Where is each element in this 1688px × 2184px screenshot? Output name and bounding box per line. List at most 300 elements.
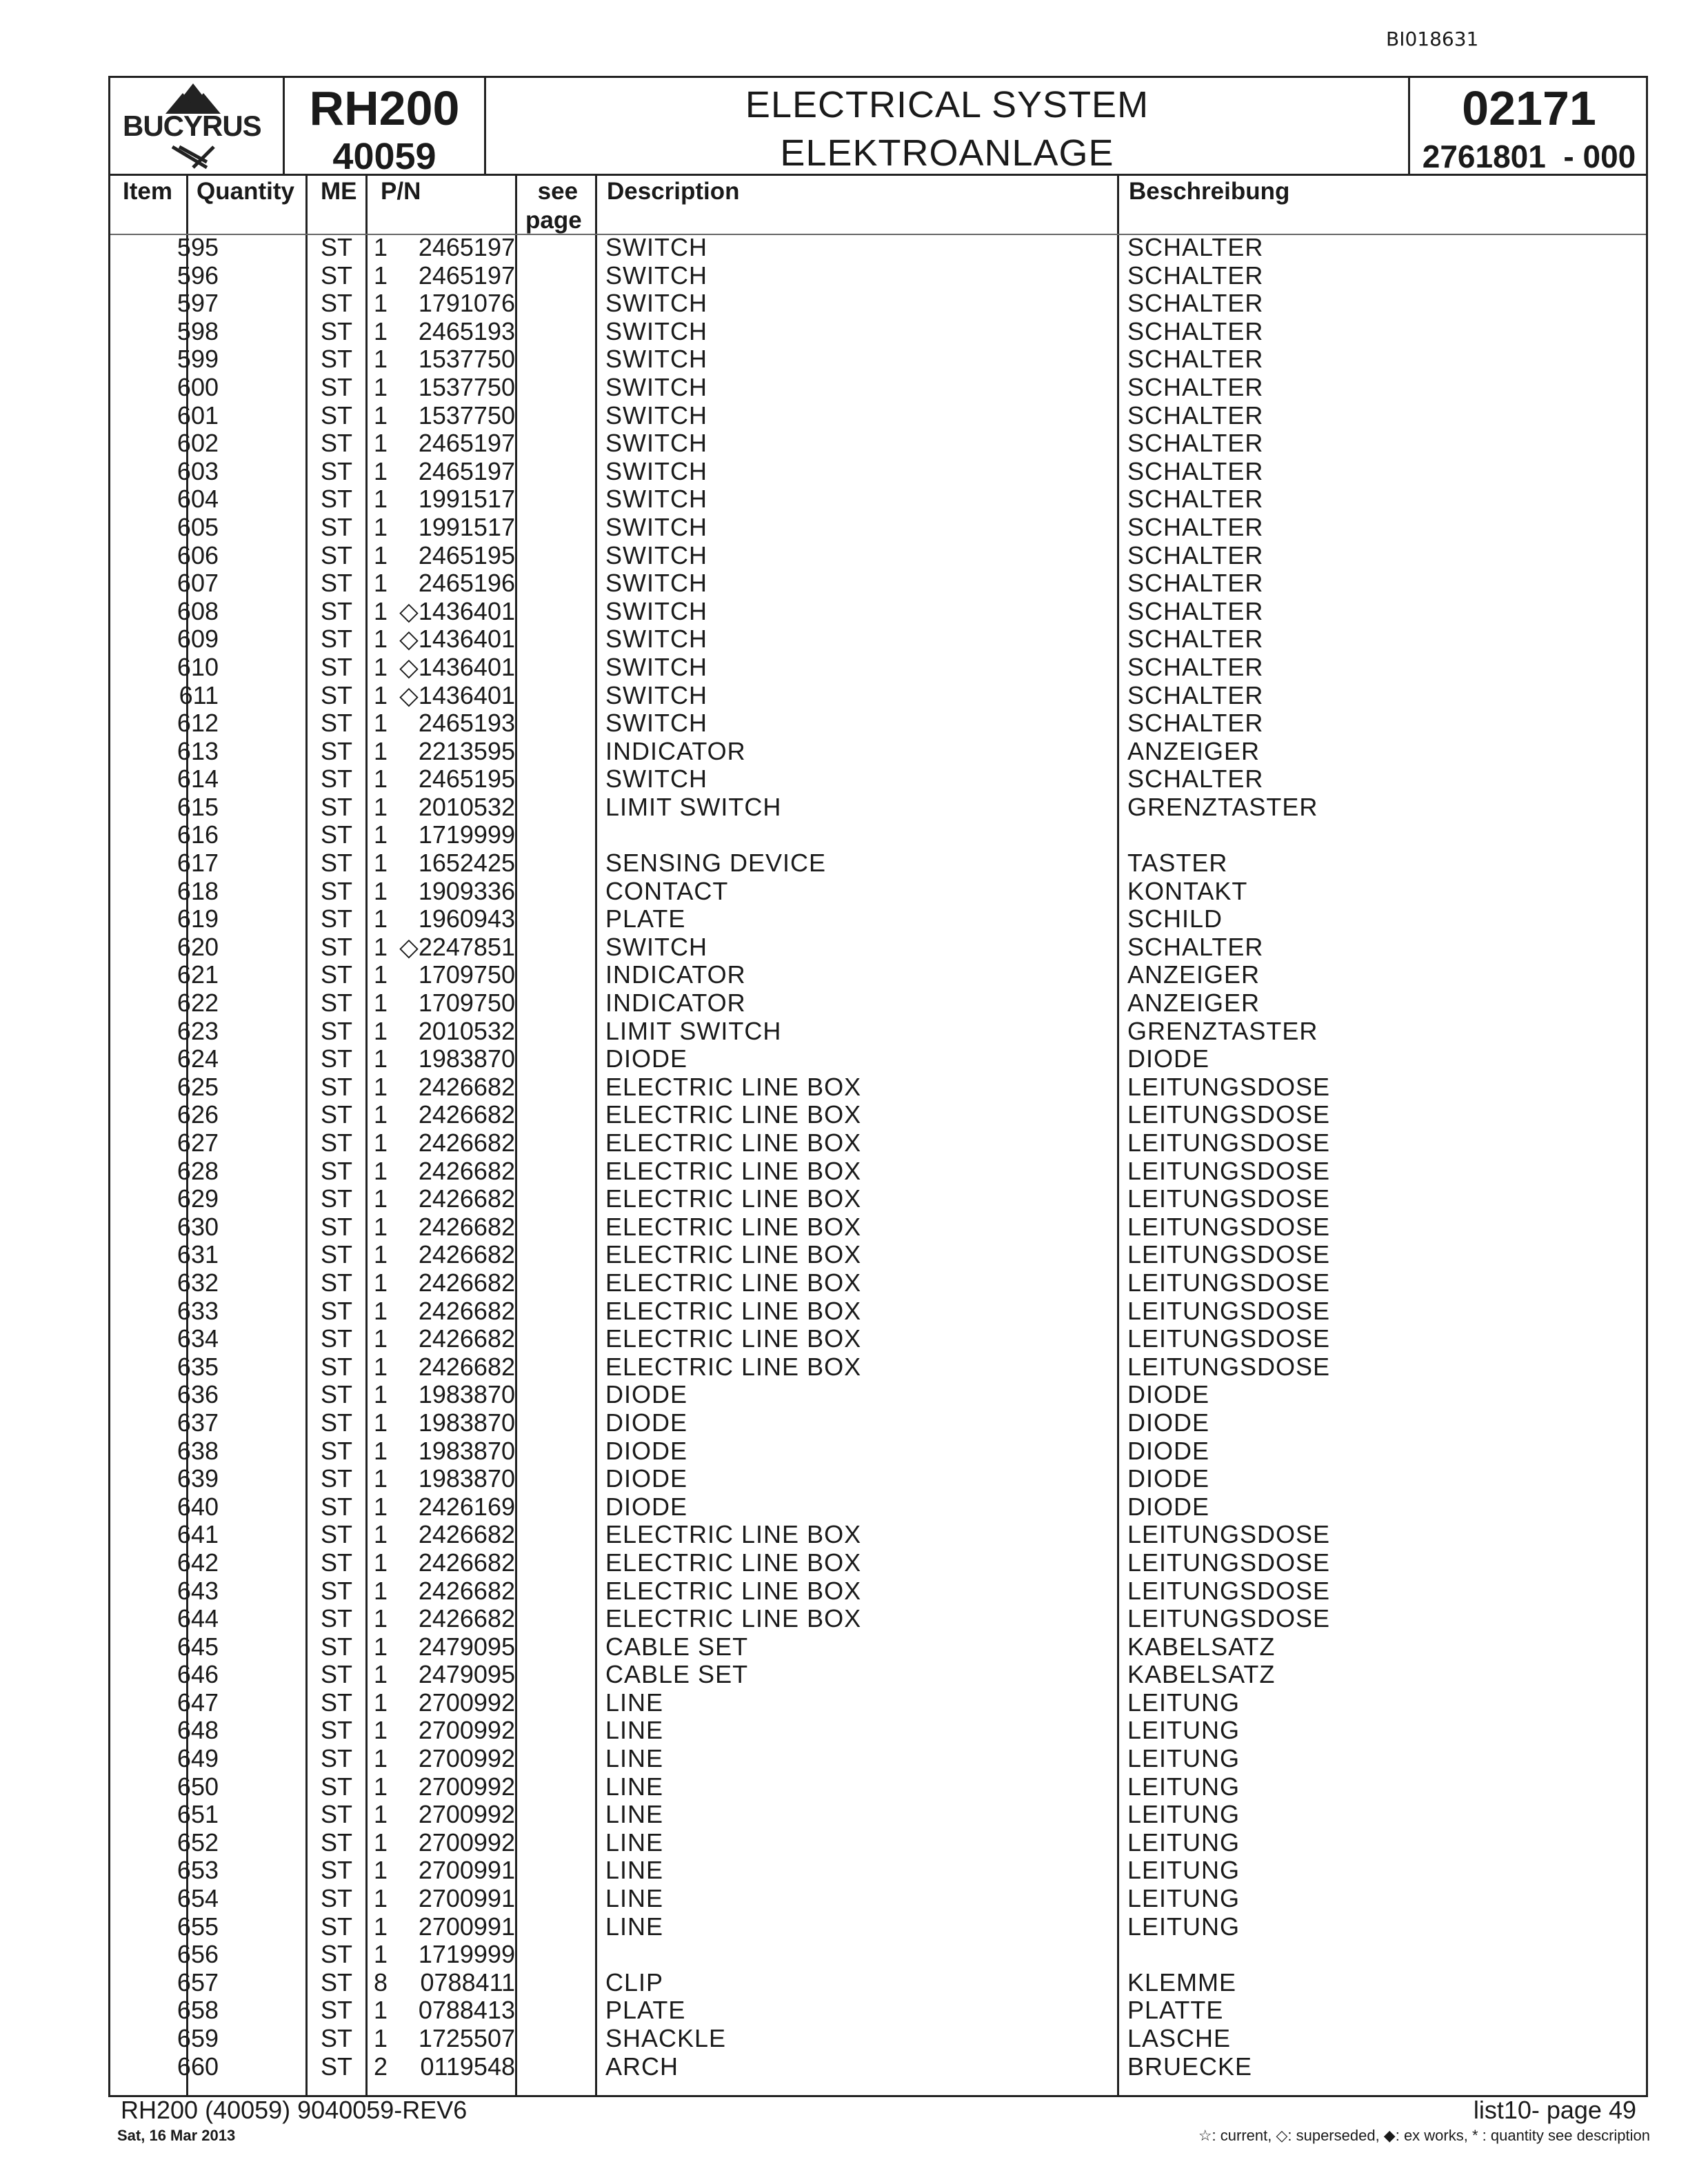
logo-cell: [110, 78, 285, 176]
cell-me: ST: [321, 1156, 353, 1185]
table-row: [110, 1829, 1646, 1857]
cell-beschreibung: SCHILD: [1127, 904, 1223, 933]
cell-beschreibung: ANZEIGER: [1127, 989, 1260, 1018]
cell-beschreibung: DIODE: [1127, 1436, 1210, 1465]
cell-pn: 1725507: [418, 2024, 515, 2052]
cell-pn: 1719999: [418, 820, 515, 849]
cell-pn: 2426682: [418, 1352, 515, 1381]
table-row: [110, 1745, 1646, 1773]
table-row: [110, 793, 1646, 822]
cell-quantity: 1: [373, 820, 388, 849]
cell-item: 597: [177, 289, 219, 318]
cell-item: 643: [177, 1576, 219, 1605]
table-row: [110, 682, 1646, 710]
cell-description: SWITCH: [605, 765, 707, 793]
cell-pn: 2465197: [418, 429, 515, 458]
cell-beschreibung: LEITUNGSDOSE: [1127, 1548, 1331, 1577]
cell-quantity: 1: [373, 1716, 388, 1745]
table-row: [110, 1493, 1646, 1521]
table-row: [110, 1521, 1646, 1549]
cell-me: ST: [321, 960, 353, 989]
title-cell: [486, 78, 1410, 176]
cell-quantity: 1: [373, 1044, 388, 1073]
cell-pn: 2465197: [418, 261, 515, 290]
cell-item: 638: [177, 1436, 219, 1465]
cell-me: ST: [321, 1464, 353, 1493]
cell-quantity: 1: [373, 261, 388, 290]
cell-quantity: 1: [373, 680, 388, 709]
cell-pn: 0119548: [420, 2052, 515, 2081]
footer-date: Sat, 16 Mar 2013: [117, 2127, 236, 2144]
table-row: [110, 514, 1646, 542]
cell-me: ST: [321, 1940, 353, 1969]
cell-pn: 2426682: [418, 1604, 515, 1633]
cell-item: 644: [177, 1604, 219, 1633]
header-me: ME: [321, 178, 357, 205]
table-row: [110, 1129, 1646, 1157]
cell-description: SWITCH: [605, 625, 707, 654]
cell-me: ST: [321, 540, 353, 569]
table-row: [110, 1969, 1646, 1997]
cell-description: ELECTRIC LINE BOX: [605, 1576, 862, 1605]
cell-item: 611: [179, 680, 219, 709]
footer-legend: ☆: current, ◇: superseded, ◆: ex works, * : quantity see description: [1198, 2127, 1650, 2144]
cell-quantity: 1: [373, 876, 388, 905]
cell-description: SWITCH: [605, 316, 707, 345]
cell-beschreibung: SCHALTER: [1127, 512, 1264, 541]
cell-me: ST: [321, 1352, 353, 1381]
cell-quantity: 1: [373, 596, 388, 625]
cell-beschreibung: SCHALTER: [1127, 765, 1264, 793]
cell-quantity: 1: [373, 540, 388, 569]
cell-beschreibung: ANZEIGER: [1127, 960, 1260, 989]
table-row: [110, 1605, 1646, 1633]
cell-item: 653: [177, 1856, 219, 1885]
cell-description: LINE: [605, 1744, 664, 1773]
table-row: [110, 318, 1646, 346]
cell-beschreibung: DIODE: [1127, 1044, 1210, 1073]
cell-item: 627: [177, 1129, 219, 1157]
cell-item: 650: [177, 1772, 219, 1801]
cell-me: ST: [321, 372, 353, 401]
cell-description: CABLE SET: [605, 1660, 749, 1689]
cell-me: ST: [321, 1016, 353, 1045]
cell-quantity: 1: [373, 1688, 388, 1717]
table-row: [110, 2053, 1646, 2081]
table-row: [110, 1913, 1646, 1941]
cell-me: ST: [321, 1129, 353, 1157]
cell-beschreibung: KONTAKT: [1127, 876, 1248, 905]
cell-item: 620: [177, 932, 219, 961]
cell-pn: 2479095: [418, 1632, 515, 1661]
cell-quantity: 1: [373, 1604, 388, 1633]
cell-beschreibung: LEITUNG: [1127, 1688, 1240, 1717]
cell-description: ELECTRIC LINE BOX: [605, 1352, 862, 1381]
cell-pn: ◇1436401: [399, 596, 515, 625]
cell-item: 656: [177, 1940, 219, 1969]
cell-item: 652: [177, 1828, 219, 1857]
table-row: [110, 1325, 1646, 1353]
cell-beschreibung: LEITUNGSDOSE: [1127, 1184, 1331, 1213]
cell-pn: 2426682: [418, 1072, 515, 1101]
cell-pn: 2426682: [418, 1576, 515, 1605]
cell-item: 603: [177, 456, 219, 485]
cell-description: LINE: [605, 1912, 664, 1941]
cell-quantity: 1: [373, 1856, 388, 1885]
cell-pn: 2010532: [418, 1016, 515, 1045]
cell-quantity: 2: [373, 2052, 388, 2081]
cell-beschreibung: PLATTE: [1127, 1996, 1224, 2025]
cell-pn: 2426682: [418, 1156, 515, 1185]
cell-item: 651: [177, 1800, 219, 1829]
cell-me: ST: [321, 1716, 353, 1745]
cell-me: ST: [321, 625, 353, 654]
cell-description: LINE: [605, 1772, 664, 1801]
cell-description: SWITCH: [605, 345, 707, 374]
cell-quantity: 1: [373, 904, 388, 933]
cell-item: 623: [177, 1016, 219, 1045]
cell-beschreibung: LEITUNGSDOSE: [1127, 1296, 1331, 1325]
cell-quantity: 1: [373, 512, 388, 541]
cell-item: 609: [177, 625, 219, 654]
cell-me: ST: [321, 1548, 353, 1577]
cell-pn: 2426682: [418, 1212, 515, 1241]
cell-pn: 2700991: [418, 1884, 515, 1913]
cell-pn: 2465195: [418, 765, 515, 793]
cell-item: 647: [177, 1688, 219, 1717]
header-beschreibung: Beschreibung: [1129, 178, 1290, 205]
header-item: Item: [123, 178, 172, 205]
cell-me: ST: [321, 233, 353, 261]
cell-pn: 2426682: [418, 1324, 515, 1353]
cell-me: ST: [321, 1072, 353, 1101]
table-row: [110, 1353, 1646, 1382]
cell-item: 618: [177, 876, 219, 905]
cell-quantity: 1: [373, 1129, 388, 1157]
cell-description: PLATE: [605, 1996, 686, 2025]
page-header: [108, 76, 1648, 176]
table-row: [110, 1157, 1646, 1186]
cell-me: ST: [321, 1044, 353, 1073]
cell-quantity: 1: [373, 456, 388, 485]
cell-item: 600: [177, 372, 219, 401]
cell-beschreibung: SCHALTER: [1127, 652, 1264, 681]
cell-description: ELECTRIC LINE BOX: [605, 1072, 862, 1101]
cell-item: 614: [177, 765, 219, 793]
cell-pn: 2700992: [418, 1716, 515, 1745]
cell-quantity: 1: [373, 1800, 388, 1829]
cell-item: 629: [177, 1184, 219, 1213]
cell-description: INDICATOR: [605, 960, 746, 989]
cell-pn: 2010532: [418, 792, 515, 821]
cell-pn: 1709750: [418, 989, 515, 1018]
cell-item: 599: [177, 345, 219, 374]
cell-pn: 2700992: [418, 1828, 515, 1857]
cell-beschreibung: SCHALTER: [1127, 596, 1264, 625]
cell-beschreibung: ANZEIGER: [1127, 736, 1260, 765]
cell-description: LINE: [605, 1828, 664, 1857]
cell-quantity: 1: [373, 2024, 388, 2052]
cell-me: ST: [321, 345, 353, 374]
cell-quantity: 1: [373, 1772, 388, 1801]
cell-description: LINE: [605, 1800, 664, 1829]
cell-beschreibung: LEITUNGSDOSE: [1127, 1100, 1331, 1129]
cell-beschreibung: LEITUNGSDOSE: [1127, 1212, 1331, 1241]
table-row: [110, 821, 1646, 849]
title-german: ELEKTROANLAGE: [780, 132, 1114, 174]
table-row: [110, 1045, 1646, 1073]
cell-me: ST: [321, 652, 353, 681]
table-row: [110, 905, 1646, 933]
cell-item: 602: [177, 429, 219, 458]
cell-me: ST: [321, 1100, 353, 1129]
cell-pn: 2700992: [418, 1744, 515, 1773]
cell-quantity: 1: [373, 960, 388, 989]
cell-beschreibung: SCHALTER: [1127, 401, 1264, 429]
cell-quantity: 1: [373, 345, 388, 374]
cell-me: ST: [321, 456, 353, 485]
cell-quantity: 1: [373, 1156, 388, 1185]
cell-me: ST: [321, 316, 353, 345]
cell-beschreibung: LEITUNGSDOSE: [1127, 1268, 1331, 1297]
cell-me: ST: [321, 1408, 353, 1437]
cell-item: 604: [177, 485, 219, 514]
cell-me: ST: [321, 1520, 353, 1549]
cell-pn: 1960943: [418, 904, 515, 933]
cell-pn: 1652425: [418, 849, 515, 878]
cell-pn: ◇2247851: [399, 932, 515, 961]
cell-me: ST: [321, 1268, 353, 1297]
cell-pn: 1983870: [418, 1464, 515, 1493]
cell-pn: 2465196: [418, 569, 515, 598]
cell-quantity: 1: [373, 1016, 388, 1045]
cell-item: 657: [177, 1968, 219, 1996]
cell-pn: 1909336: [418, 876, 515, 905]
cell-quantity: 1: [373, 233, 388, 261]
cell-pn: 2700991: [418, 1856, 515, 1885]
cell-me: ST: [321, 1184, 353, 1213]
cell-item: 608: [177, 596, 219, 625]
cell-description: CONTACT: [605, 876, 729, 905]
cell-me: ST: [321, 596, 353, 625]
cell-me: ST: [321, 1576, 353, 1605]
cell-description: LINE: [605, 1688, 664, 1717]
cell-quantity: 1: [373, 1660, 388, 1689]
cell-beschreibung: TASTER: [1127, 849, 1228, 878]
cell-pn: 0788413: [418, 1996, 515, 2025]
cell-quantity: 1: [373, 1996, 388, 2025]
cell-item: 617: [177, 849, 219, 878]
cell-beschreibung: SCHALTER: [1127, 456, 1264, 485]
cell-quantity: 1: [373, 849, 388, 878]
cell-quantity: 1: [373, 485, 388, 514]
cell-item: 634: [177, 1324, 219, 1353]
cell-me: ST: [321, 569, 353, 598]
cell-beschreibung: SCHALTER: [1127, 316, 1264, 345]
cell-beschreibung: KABELSATZ: [1127, 1632, 1276, 1661]
cell-beschreibung: SCHALTER: [1127, 680, 1264, 709]
cell-pn: 1537750: [418, 372, 515, 401]
cell-quantity: 1: [373, 1940, 388, 1969]
document-id: BI018631: [1386, 28, 1479, 50]
cell-pn: 2426682: [418, 1548, 515, 1577]
cell-pn: 2479095: [418, 1660, 515, 1689]
cell-description: SWITCH: [605, 233, 707, 261]
cell-pn: 1537750: [418, 401, 515, 429]
cell-description: SWITCH: [605, 456, 707, 485]
footer-page-number: list10- page 49: [1473, 2096, 1636, 2124]
header-description: Description: [607, 178, 740, 205]
cell-quantity: 1: [373, 1828, 388, 1857]
cell-quantity: 1: [373, 625, 388, 654]
cell-pn: 1791076: [418, 289, 515, 318]
series-number: 40059: [332, 136, 436, 177]
parts-table: [108, 174, 1648, 2097]
cell-item: 601: [177, 401, 219, 429]
cell-description: ELECTRIC LINE BOX: [605, 1268, 862, 1297]
cell-me: ST: [321, 1324, 353, 1353]
cell-beschreibung: LEITUNG: [1127, 1772, 1240, 1801]
cell-beschreibung: KLEMME: [1127, 1968, 1237, 1996]
table-row: [110, 989, 1646, 1018]
cell-item: 621: [177, 960, 219, 989]
cell-beschreibung: DIODE: [1127, 1408, 1210, 1437]
cell-item: 605: [177, 512, 219, 541]
table-row: [110, 1465, 1646, 1493]
cell-pn: ◇1436401: [399, 652, 515, 681]
cell-me: ST: [321, 1240, 353, 1269]
cell-beschreibung: DIODE: [1127, 1380, 1210, 1409]
model-name: RH200: [309, 81, 460, 135]
table-row: [110, 458, 1646, 486]
cell-pn: 2426169: [418, 1492, 515, 1521]
cell-item: 659: [177, 2024, 219, 2052]
cell-me: ST: [321, 904, 353, 933]
cell-beschreibung: SCHALTER: [1127, 625, 1264, 654]
footer-document-ref: RH200 (40059) 9040059-REV6: [121, 2096, 468, 2124]
table-row: [110, 1018, 1646, 1046]
cell-quantity: 1: [373, 1072, 388, 1101]
cell-pn: 2426682: [418, 1100, 515, 1129]
cell-description: ELECTRIC LINE BOX: [605, 1212, 862, 1241]
cell-me: ST: [321, 989, 353, 1018]
cell-me: ST: [321, 1856, 353, 1885]
cell-description: SWITCH: [605, 289, 707, 318]
cell-me: ST: [321, 1800, 353, 1829]
table-row: [110, 1185, 1646, 1213]
cell-pn: 1991517: [418, 485, 515, 514]
cell-description: ELECTRIC LINE BOX: [605, 1548, 862, 1577]
cell-item: 616: [177, 820, 219, 849]
cell-beschreibung: LEITUNG: [1127, 1800, 1240, 1829]
table-row: [110, 625, 1646, 654]
table-row: [110, 1577, 1646, 1606]
cell-item: 628: [177, 1156, 219, 1185]
cell-item: 632: [177, 1268, 219, 1297]
cell-quantity: 8: [373, 1968, 388, 1996]
cell-item: 631: [177, 1240, 219, 1269]
cell-pn: 1983870: [418, 1408, 515, 1437]
header-quantity: Quantity: [197, 178, 294, 205]
cell-quantity: 1: [373, 1912, 388, 1941]
cell-pn: 2465195: [418, 540, 515, 569]
table-row: [110, 1996, 1646, 2025]
cell-pn: 2426682: [418, 1240, 515, 1269]
table-row: [110, 262, 1646, 290]
table-row: [110, 1381, 1646, 1409]
cell-me: ST: [321, 2024, 353, 2052]
cell-me: ST: [321, 680, 353, 709]
cell-item: 626: [177, 1100, 219, 1129]
cell-beschreibung: LEITUNGSDOSE: [1127, 1072, 1331, 1101]
cell-description: DIODE: [605, 1380, 688, 1409]
table-row: [110, 1409, 1646, 1437]
header-see: see: [537, 178, 579, 205]
cell-item: 648: [177, 1716, 219, 1745]
cell-description: LINE: [605, 1884, 664, 1913]
cell-item: 636: [177, 1380, 219, 1409]
cell-quantity: 1: [373, 1576, 388, 1605]
cell-description: ELECTRIC LINE BOX: [605, 1184, 862, 1213]
table-row: [110, 1689, 1646, 1717]
header-page: page: [525, 207, 582, 234]
cell-pn: 1709750: [418, 960, 515, 989]
cell-me: ST: [321, 289, 353, 318]
cell-me: ST: [321, 1296, 353, 1325]
cell-beschreibung: LEITUNG: [1127, 1912, 1240, 1941]
cell-description: SWITCH: [605, 652, 707, 681]
cell-description: SWITCH: [605, 261, 707, 290]
cell-beschreibung: SCHALTER: [1127, 345, 1264, 374]
cell-item: 619: [177, 904, 219, 933]
cell-quantity: 1: [373, 1352, 388, 1381]
cell-me: ST: [321, 849, 353, 878]
cell-item: 655: [177, 1912, 219, 1941]
cell-pn: 2700991: [418, 1912, 515, 1941]
table-row: [110, 1857, 1646, 1885]
table-row: [110, 1773, 1646, 1801]
group-number: 02171: [1462, 81, 1596, 135]
cell-item: 649: [177, 1744, 219, 1773]
cell-beschreibung: LEITUNGSDOSE: [1127, 1129, 1331, 1157]
cell-description: SWITCH: [605, 401, 707, 429]
cell-me: ST: [321, 512, 353, 541]
cell-beschreibung: LEITUNGSDOSE: [1127, 1352, 1331, 1381]
cell-beschreibung: GRENZTASTER: [1127, 1016, 1318, 1045]
cell-beschreibung: SCHALTER: [1127, 932, 1264, 961]
cell-description: SWITCH: [605, 485, 707, 514]
cell-beschreibung: LEITUNG: [1127, 1884, 1240, 1913]
cell-description: SWITCH: [605, 429, 707, 458]
cell-beschreibung: SCHALTER: [1127, 289, 1264, 318]
cell-me: ST: [321, 1492, 353, 1521]
table-row: [110, 1437, 1646, 1466]
cell-description: ELECTRIC LINE BOX: [605, 1296, 862, 1325]
cell-item: 630: [177, 1212, 219, 1241]
cell-description: SWITCH: [605, 512, 707, 541]
cell-me: ST: [321, 1604, 353, 1633]
cell-me: ST: [321, 765, 353, 793]
table-row: [110, 933, 1646, 962]
table-row: [110, 402, 1646, 430]
cell-beschreibung: LEITUNGSDOSE: [1127, 1324, 1331, 1353]
cell-pn: 2465193: [418, 316, 515, 345]
cell-description: ELECTRIC LINE BOX: [605, 1156, 862, 1185]
cell-pn: 2426682: [418, 1296, 515, 1325]
cell-quantity: 1: [373, 289, 388, 318]
cell-beschreibung: LEITUNGSDOSE: [1127, 1576, 1331, 1605]
assembly-part-number: 2761801 - 000: [1422, 139, 1636, 174]
